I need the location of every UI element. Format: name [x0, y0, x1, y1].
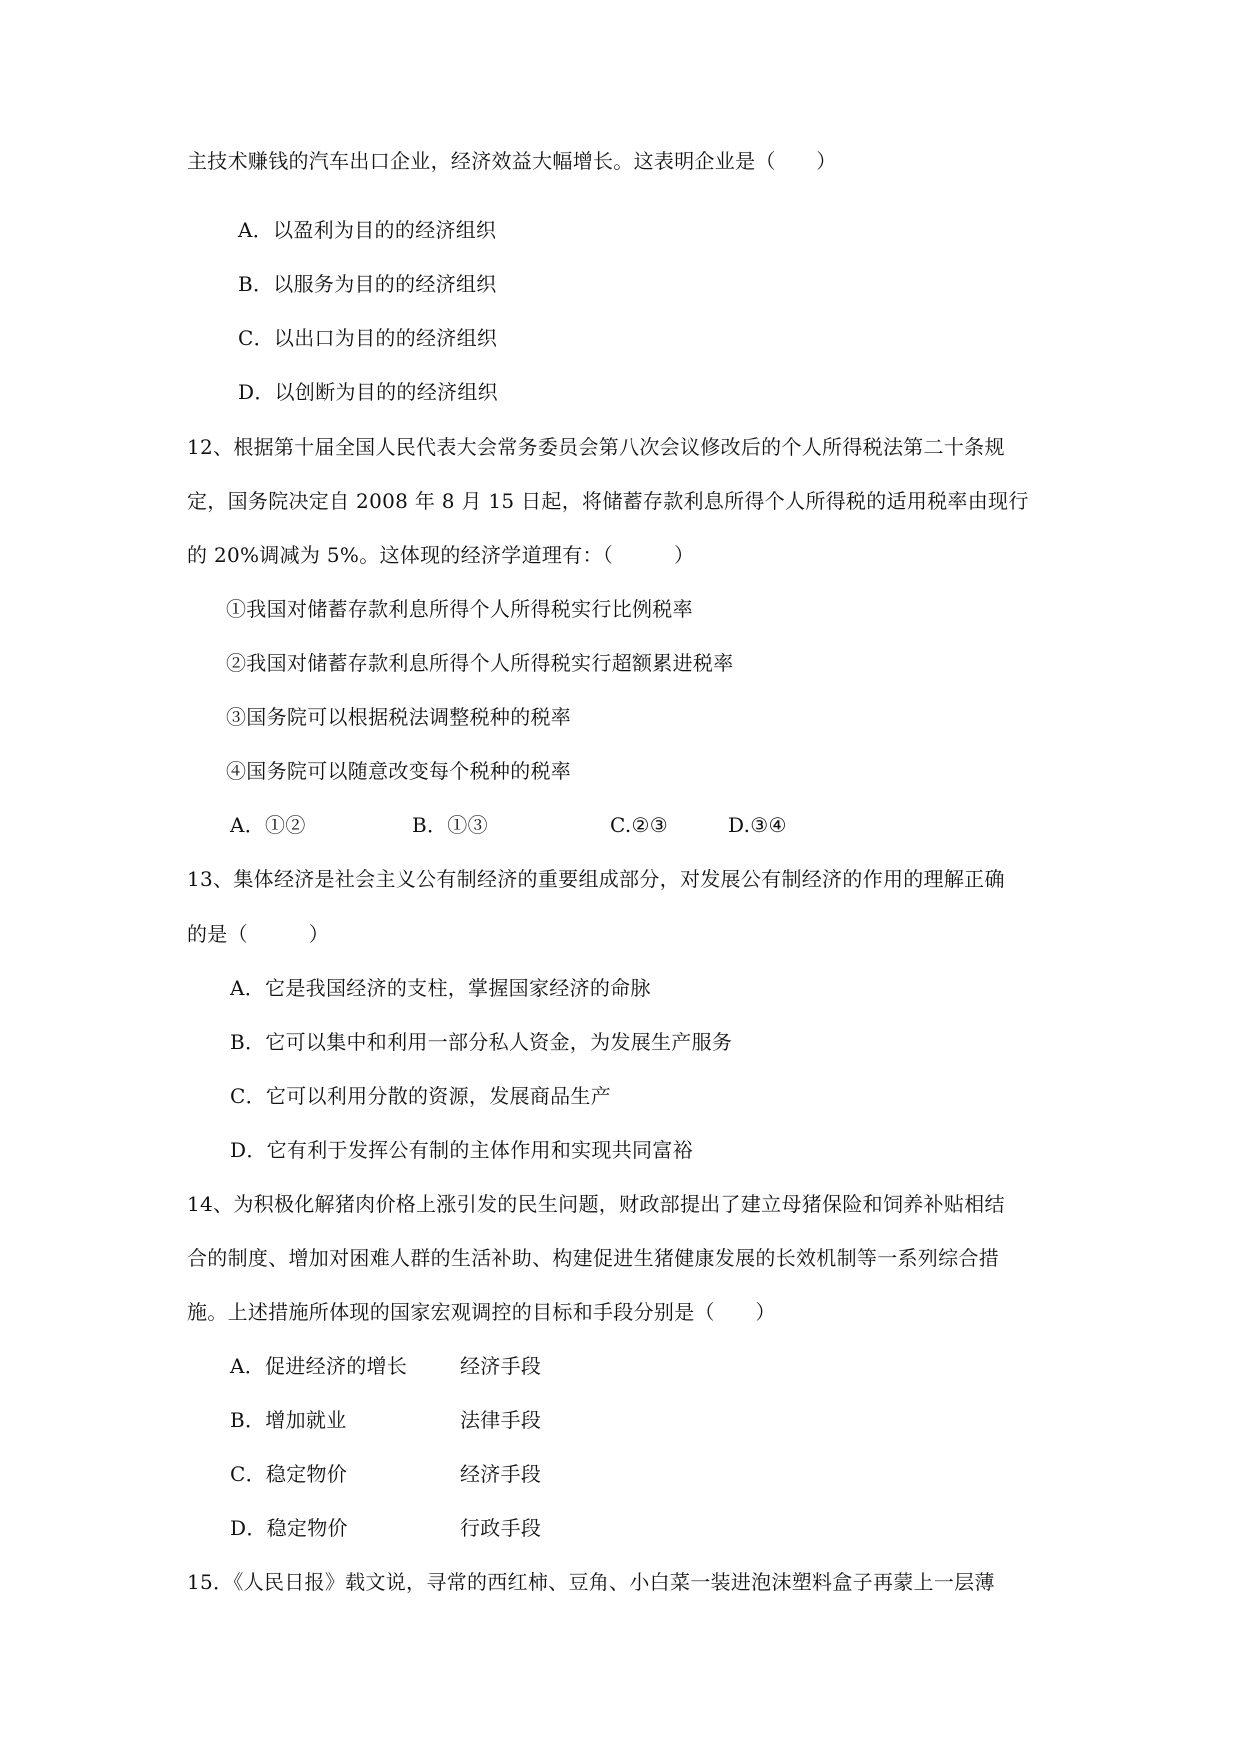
q14-option-b-means: 法律手段 [460, 1408, 542, 1432]
q13-option-c: C．它可以利用分散的资源，发展商品生产 [230, 1084, 612, 1108]
q12-choice-b: B．①③ [412, 813, 488, 837]
q14-option-d-goal: D．稳定物价 [230, 1516, 348, 1540]
q14-stem-line-1: 14、为积极化解猪肉价格上涨引发的民生问题，财政部提出了建立母猪保险和饲养补贴相结 [187, 1192, 1005, 1216]
q12-choice-d: D.③④ [728, 813, 787, 837]
q13-option-a: A．它是我国经济的支柱，掌握国家经济的命脉 [230, 976, 651, 1000]
q14-stem-line-3: 施。上述措施所体现的国家宏观调控的目标和手段分别是（ ） [187, 1300, 776, 1324]
q13-stem-line-2: 的是（ ） [187, 922, 330, 946]
q13-option-d: D．它有利于发挥公有制的主体作用和实现共同富裕 [230, 1138, 693, 1162]
q14-option-c-means: 经济手段 [460, 1462, 542, 1486]
q12-statement-4: ④国务院可以随意改变每个税种的税率 [226, 759, 572, 783]
q11-stem-continuation: 主技术赚钱的汽车出口企业，经济效益大幅增长。这表明企业是（ ） [187, 149, 837, 173]
q12-choice-c: C.②③ [610, 813, 669, 837]
q12-stem-line-3: 的 20%调减为 5%。这体现的经济学道理有：（ ） [187, 543, 695, 567]
q12-choice-a: A．①② [230, 813, 306, 837]
q11-option-c: C．以出口为目的的经济组织 [238, 326, 498, 350]
q12-stem-line-1: 12、根据第十届全国人民代表大会常务委员会第八次会议修改后的个人所得税法第二十条规 [187, 435, 1005, 459]
q14-stem-line-2: 合的制度、增加对困难人群的生活补助、构建促进生猪健康发展的长效机制等一系列综合措 [187, 1246, 999, 1270]
q12-statement-1: ①我国对储蓄存款利息所得个人所得税实行比例税率 [226, 597, 693, 621]
q13-stem-line-1: 13、集体经济是社会主义公有制经济的重要组成部分，对发展公有制经济的作用的理解正确 [187, 867, 1005, 891]
q15-stem-start: 15．《人民日报》载文说，寻常的西红柿、豆角、小白菜一装进泡沫塑料盒子再蒙上一层薄 [187, 1570, 995, 1594]
q12-statement-3: ③国务院可以根据税法调整税种的税率 [226, 705, 572, 729]
q14-option-a-means: 经济手段 [460, 1354, 542, 1378]
q14-option-a-goal: A．促进经济的增长 [230, 1354, 408, 1378]
q14-option-b-goal: B．增加就业 [230, 1408, 347, 1432]
q11-option-b: B．以服务为目的的经济组织 [238, 272, 497, 296]
q11-option-a: A．以盈利为目的的经济组织 [238, 218, 497, 242]
q13-option-b: B．它可以集中和利用一部分私人资金，为发展生产服务 [230, 1030, 733, 1054]
q12-stem-line-2: 定，国务院决定自 2008 年 8 月 15 日起，将储蓄存款利息所得个人所得税的适用税率由现行 [187, 489, 1029, 513]
q14-option-c-goal: C．稳定物价 [230, 1462, 348, 1486]
q14-option-d-means: 行政手段 [460, 1516, 542, 1540]
q11-option-d: D．以创断为目的的经济组织 [238, 380, 498, 404]
q12-statement-2: ②我国对储蓄存款利息所得个人所得税实行超额累进税率 [226, 651, 734, 675]
